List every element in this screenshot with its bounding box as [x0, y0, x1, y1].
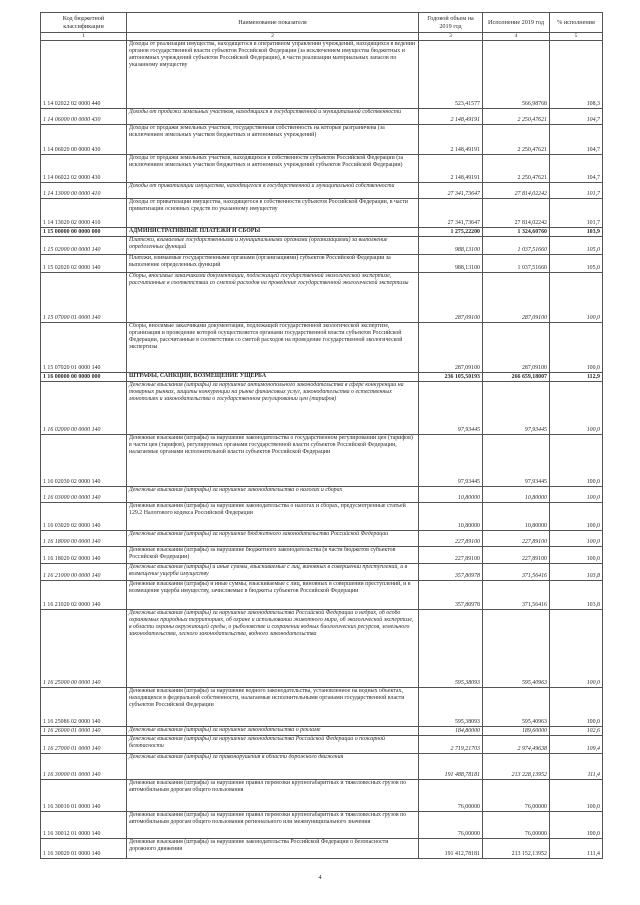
- row-name: Денежные взыскания (штрафы) за нарушение законодательства Российской Федерации о безопасности дорожного движения: [127, 838, 419, 858]
- row-pct: 104,7: [550, 124, 603, 154]
- table-row: [41, 687, 603, 726]
- table-row: [41, 272, 603, 322]
- row-name: Денежные взыскания (штрафы) за нарушение законодательства о рекламе: [127, 726, 419, 735]
- row-plan: 595,38093: [419, 609, 483, 687]
- table-row: [41, 254, 603, 272]
- table-row: [41, 182, 603, 198]
- row-pct: 100,0: [550, 322, 603, 372]
- row-name: Сборы, вносимые заказчиками документации, подлежащей государственной экологической экспертизе, рассчитанные в соответствии со сметой расходов на проведение государственной экологической экспертизы: [127, 272, 419, 322]
- row-name: АДМИНИСТРАТИВНЫЕ ПЛАТЕЖИ И СБОРЫ: [127, 227, 419, 236]
- row-name: ШТРАФЫ, САНКЦИИ, ВОЗМЕЩЕНИЕ УЩЕРБА: [127, 372, 419, 381]
- table-row: [41, 40, 603, 108]
- row-exec: 2 250,47621: [483, 108, 550, 124]
- row-pct: 100,0: [550, 546, 603, 563]
- row-code: 1 16 30012 01 0000 140: [41, 811, 127, 838]
- row-pct: 100,0: [550, 687, 603, 726]
- table-body: [41, 40, 603, 858]
- row-plan: 76,00000: [419, 811, 483, 838]
- row-name: Доходы от продажи земельных участков, находящихся в государственной и муниципальной собственности: [127, 108, 419, 124]
- row-exec: 595,40963: [483, 687, 550, 726]
- table-row: [41, 811, 603, 838]
- row-pct: 103,9: [550, 227, 603, 236]
- table-row: [41, 227, 603, 236]
- row-name: Доходы от продажи земельных участков, находящихся в собственности субъектов Российской Федерации (за исключением земельных участков бюджетных и автономных учреждений субъектов Российской Федерации): [127, 154, 419, 182]
- row-plan: 191 488,78181: [419, 753, 483, 779]
- row-name: Денежные взыскания (штрафы) и иные суммы, взыскиваемые с лиц, виновных в совершении преступлений, и в возмещение ущерба имуществу, зачисляемые в бюджеты субъектов Российской Федерации: [127, 580, 419, 609]
- row-pct: 100,0: [550, 530, 603, 546]
- row-code: 1 14 13000 00 0000 410: [41, 182, 127, 198]
- table-row: [41, 530, 603, 546]
- row-name: Денежные взыскания (штрафы) за нарушение законодательства о государственном регулировании цен (тарифов) в части цен (тарифов), регулируемых органами государственной власти субъектов Российской Федерации, налагаемые органами исполнительной власти субъектов Российской Федерации: [127, 434, 419, 486]
- row-pct: 100,0: [550, 434, 603, 486]
- row-plan: 191 412,78181: [419, 838, 483, 858]
- row-exec: 189,60000: [483, 726, 550, 735]
- table-row: [41, 322, 603, 372]
- header-plan: Годовой объем на 2019 год: [419, 13, 483, 33]
- row-name: Денежные взыскания (штрафы) за нарушение законодательства о налогах и сборах, предусмотренные статьей 129.2 Налогового кодекса Российской Федерации: [127, 502, 419, 530]
- row-exec: 76,00000: [483, 779, 550, 811]
- row-plan: 184,80000: [419, 726, 483, 735]
- row-code: 1 14 13020 02 0000 410: [41, 198, 127, 227]
- row-exec: 566,98768: [483, 40, 550, 108]
- row-exec: 371,56416: [483, 563, 550, 580]
- row-name: Денежные взыскания (штрафы) за нарушение правил перевозки крупногабаритных и тяжеловесных грузов по автомобильным дорогам общего пользования: [127, 779, 419, 811]
- table-row: [41, 838, 603, 858]
- row-pct: 111,4: [550, 753, 603, 779]
- row-pct: 104,7: [550, 108, 603, 124]
- row-code: 1 14 06022 02 0000 430: [41, 154, 127, 182]
- table-row: [41, 546, 603, 563]
- row-code: 1 16 27000 01 0000 140: [41, 735, 127, 753]
- column-number: 5: [550, 33, 603, 41]
- row-name: Доходы от продажи земельных участков, государственная собственность на которые разграничена (за исключением земельных участков бюджетных и автономных учреждений): [127, 124, 419, 154]
- row-name: Денежные взыскания (штрафы) за нарушение антимонопольного законодательства в сфере конкуренции на товарных рынках, защиты конкуренции на рынке финансовых услуг, законодательства о естественных монополиях и законодательства о государственном регулировании цен (тарифов): [127, 381, 419, 434]
- row-plan: 988,13100: [419, 236, 483, 254]
- row-exec: 227,89100: [483, 546, 550, 563]
- row-exec: 97,93445: [483, 381, 550, 434]
- row-code: 1 15 07000 01 0000 140: [41, 272, 127, 322]
- column-number: 3: [419, 33, 483, 41]
- column-number-row: [41, 33, 603, 41]
- row-code: 1 16 18020 02 0000 140: [41, 546, 127, 563]
- row-code: 1 14 02022 02 0000 440: [41, 40, 127, 108]
- column-number: 2: [127, 33, 419, 41]
- table-row: [41, 486, 603, 502]
- row-name: Денежные взыскания (штрафы) за нарушение правил перевозки крупногабаритных и тяжеловесных грузов по автомобильным дорогам общего пользования регионального или межмуниципального значения: [127, 811, 419, 838]
- row-plan: 227,89100: [419, 530, 483, 546]
- row-exec: 76,00000: [483, 811, 550, 838]
- table-row: [41, 154, 603, 182]
- header-exec: Исполнение 2019 год: [483, 13, 550, 33]
- row-pct: 100,0: [550, 272, 603, 322]
- table-row: [41, 753, 603, 779]
- row-pct: 103,8: [550, 580, 603, 609]
- row-name: Доходы от приватизации имущества, находящегося в государственной и муниципальной собственности: [127, 182, 419, 198]
- row-plan: 10,80000: [419, 486, 483, 502]
- row-exec: 2 974,49638: [483, 735, 550, 753]
- row-exec: 2 250,47621: [483, 154, 550, 182]
- column-number: 1: [41, 33, 127, 41]
- row-name: Денежные взыскания (штрафы) за нарушение бюджетного законодательства (в части бюджетов субъектов Российской Федерации): [127, 546, 419, 563]
- row-exec: 227,89100: [483, 530, 550, 546]
- row-exec: 287,09100: [483, 322, 550, 372]
- row-plan: 287,09100: [419, 322, 483, 372]
- row-name: Денежные взыскания (штрафы) за нарушение бюджетного законодательства Российской Федерации: [127, 530, 419, 546]
- row-plan: 27 341,73647: [419, 198, 483, 227]
- row-exec: 27 814,02242: [483, 198, 550, 227]
- table-row: [41, 580, 603, 609]
- row-pct: 109,4: [550, 735, 603, 753]
- row-exec: 1 037,51660: [483, 236, 550, 254]
- row-exec: 213 152,13952: [483, 838, 550, 858]
- row-pct: 100,0: [550, 609, 603, 687]
- row-code: 1 16 26000 01 0000 140: [41, 726, 127, 735]
- row-name: Доходы от приватизации имущества, находящегося в собственности субъектов Российской Федерации, в части приватизации основных средств по указанному имуществу: [127, 198, 419, 227]
- table-row: [41, 735, 603, 753]
- row-pct: 105,0: [550, 254, 603, 272]
- row-code: 1 15 07020 01 0000 140: [41, 322, 127, 372]
- row-name: Денежные взыскания (штрафы) за правонарушения в области дорожного движения: [127, 753, 419, 779]
- row-name: Платежи, взимаемые государственными и муниципальными органами (организациями) за выполнение определенных функций: [127, 236, 419, 254]
- row-exec: 1 324,60760: [483, 227, 550, 236]
- page-number: 4: [318, 874, 322, 881]
- row-plan: 357,80978: [419, 580, 483, 609]
- row-code: 1 15 02020 02 0000 140: [41, 254, 127, 272]
- row-plan: 287,09100: [419, 272, 483, 322]
- row-code: 1 16 00000 00 0000 000: [41, 372, 127, 381]
- row-code: 1 16 25086 02 0000 140: [41, 687, 127, 726]
- column-number: 4: [483, 33, 550, 41]
- row-pct: 102,6: [550, 726, 603, 735]
- row-exec: 371,56416: [483, 580, 550, 609]
- budget-table: [40, 12, 603, 859]
- row-pct: 103,8: [550, 563, 603, 580]
- row-exec: 287,09100: [483, 272, 550, 322]
- row-pct: 108,3: [550, 40, 603, 108]
- table-row: [41, 502, 603, 530]
- row-plan: 595,38093: [419, 687, 483, 726]
- row-code: 1 16 02030 02 0000 140: [41, 434, 127, 486]
- row-name: Сборы, вносимые заказчиками документации, подлежащей государственной экологической экспертизе, организация и проведение которой осуществляется органами государственной власти субъектов Российской Федерации, рассчитанные в соответствии со сметой расходов на проведение государственной экологической экспертизы: [127, 322, 419, 372]
- table-row: [41, 779, 603, 811]
- row-plan: 2 719,21703: [419, 735, 483, 753]
- row-code: 1 15 00000 00 0000 000: [41, 227, 127, 236]
- row-code: 1 15 02000 00 0000 140: [41, 236, 127, 254]
- row-pct: 100,0: [550, 381, 603, 434]
- row-code: 1 16 25000 00 0000 140: [41, 609, 127, 687]
- row-name: Денежные взыскания (штрафы) за нарушение законодательства Российской Федерации о недрах, об особо охраняемых природных территориях, об охране и использовании животного мира, об экологической экспертизе, в области охраны окружающей среды, о рыболовстве и сохранении водных биологических ресурсов, земельного законодательства, лесного законодательства, водного законодательства: [127, 609, 419, 687]
- row-pct: 100,0: [550, 486, 603, 502]
- row-exec: 266 659,18007: [483, 372, 550, 381]
- row-plan: 236 105,50193: [419, 372, 483, 381]
- row-exec: 27 814,02242: [483, 182, 550, 198]
- row-plan: 1 275,22200: [419, 227, 483, 236]
- row-exec: 595,40963: [483, 609, 550, 687]
- row-plan: 10,80000: [419, 502, 483, 530]
- table-row: [41, 372, 603, 381]
- row-code: 1 16 30010 01 0000 140: [41, 779, 127, 811]
- row-plan: 76,00000: [419, 779, 483, 811]
- row-pct: 105,0: [550, 236, 603, 254]
- row-plan: 2 148,49191: [419, 124, 483, 154]
- row-pct: 112,9: [550, 372, 603, 381]
- row-plan: 357,80978: [419, 563, 483, 580]
- row-code: 1 16 21020 02 0000 140: [41, 580, 127, 609]
- row-name: Денежные взыскания (штрафы) за нарушение водного законодательства, установленное на водных объектах, находящихся в федеральной собственности, налагаемые исполнительными органами государственной власти субъектов Российской Федерации: [127, 687, 419, 726]
- row-code: 1 14 06000 00 0000 430: [41, 108, 127, 124]
- row-name: Денежные взыскания (штрафы) за нарушение законодательства Российской Федерации о пожарной безопасности: [127, 735, 419, 753]
- row-plan: 27 341,73647: [419, 182, 483, 198]
- table-row: [41, 609, 603, 687]
- row-name: Доходы от реализации имущества, находящегося в оперативном управлении учреждений, находящихся в ведении органов государственной власти субъектов Российской Федерации (за исключением имущества бюджетных и автономных учреждений субъектов Российской Федерации), в части реализации материальных запасов по указанному имуществу: [127, 40, 419, 108]
- row-exec: 10,80000: [483, 502, 550, 530]
- row-code: 1 16 03000 00 0000 140: [41, 486, 127, 502]
- row-code: 1 14 06020 00 0000 430: [41, 124, 127, 154]
- row-pct: 100,0: [550, 811, 603, 838]
- table-row: [41, 236, 603, 254]
- row-pct: 100,0: [550, 779, 603, 811]
- table-header-row: [41, 13, 603, 33]
- table-row: [41, 563, 603, 580]
- row-code: 1 16 03020 02 0000 140: [41, 502, 127, 530]
- row-plan: 988,13100: [419, 254, 483, 272]
- header-pct: % исполнения: [550, 13, 603, 33]
- table-row: [41, 434, 603, 486]
- row-plan: 523,41577: [419, 40, 483, 108]
- row-plan: 97,93445: [419, 381, 483, 434]
- row-code: 1 16 30000 01 0000 140: [41, 753, 127, 779]
- row-name: Платежи, взимаемые государственными органами (организациями) субъектов Российской Федерации за выполнение определенных функций: [127, 254, 419, 272]
- header-code: Код бюджетной классификации: [41, 13, 127, 33]
- table-row: [41, 124, 603, 154]
- row-exec: 1 037,51660: [483, 254, 550, 272]
- header-name: Наименование показателя: [127, 13, 419, 33]
- row-code: 1 16 30020 01 0000 140: [41, 838, 127, 858]
- row-pct: 101,7: [550, 198, 603, 227]
- row-pct: 101,7: [550, 182, 603, 198]
- row-code: 1 16 21000 00 0000 140: [41, 563, 127, 580]
- row-code: 1 16 18000 00 0000 140: [41, 530, 127, 546]
- row-plan: 227,89100: [419, 546, 483, 563]
- table-row: [41, 198, 603, 227]
- row-pct: 111,4: [550, 838, 603, 858]
- row-plan: 97,93445: [419, 434, 483, 486]
- row-pct: 104,7: [550, 154, 603, 182]
- row-pct: 100,0: [550, 502, 603, 530]
- row-code: 1 16 02000 00 0000 140: [41, 381, 127, 434]
- table-row: [41, 108, 603, 124]
- row-exec: 10,80000: [483, 486, 550, 502]
- table-row: [41, 381, 603, 434]
- row-exec: 97,93445: [483, 434, 550, 486]
- row-plan: 2 148,49191: [419, 108, 483, 124]
- table-row: [41, 726, 603, 735]
- row-exec: 213 228,13952: [483, 753, 550, 779]
- row-name: Денежные взыскания (штрафы) за нарушение законодательства о налогах и сборах: [127, 486, 419, 502]
- row-exec: 2 250,47621: [483, 124, 550, 154]
- row-plan: 2 148,49191: [419, 154, 483, 182]
- row-name: Денежные взыскания (штрафы) и иные суммы, взыскиваемые с лиц, виновных в совершении преступлений, и в возмещение ущерба имуществу: [127, 563, 419, 580]
